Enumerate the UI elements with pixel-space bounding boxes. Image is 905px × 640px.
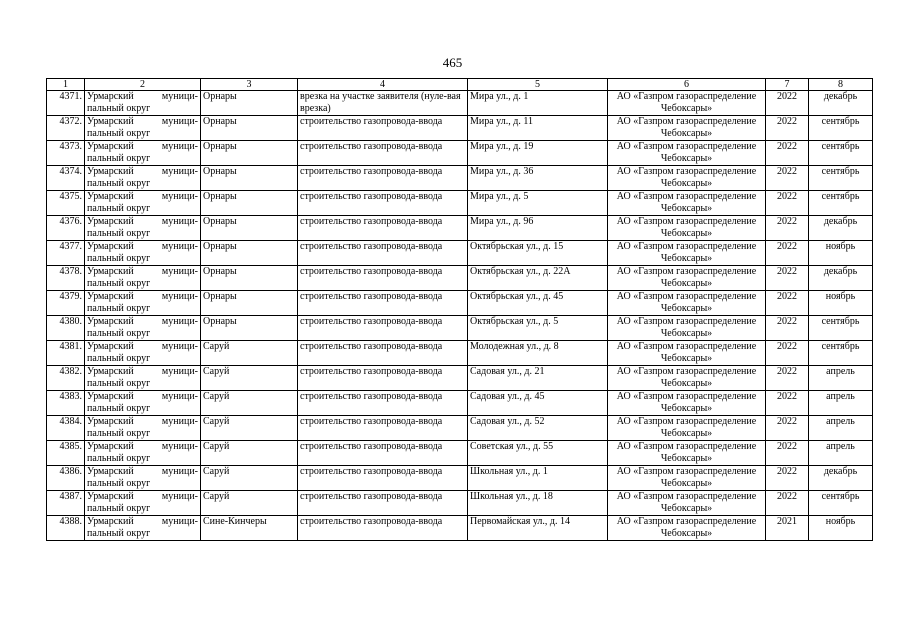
address-cell: Мира ул., д. 19 <box>468 141 608 166</box>
row-number: 4371. <box>47 91 85 116</box>
organization-cell: АО «Газпром газораспределение Чебоксары» <box>608 491 766 516</box>
organization-cell: АО «Газпром газораспределение Чебоксары» <box>608 216 766 241</box>
year-cell: 2022 <box>766 91 809 116</box>
work-type-cell: строительство газопровода-ввода <box>298 466 468 491</box>
column-header: 2 <box>85 79 201 91</box>
year-cell: 2022 <box>766 391 809 416</box>
district-cell: Урмарский муници-пальный округ <box>85 191 201 216</box>
address-cell: Советская ул., д. 55 <box>468 441 608 466</box>
district-cell: Урмарский муници-пальный округ <box>85 366 201 391</box>
organization-cell: АО «Газпром газораспределение Чебоксары» <box>608 191 766 216</box>
row-number: 4379. <box>47 291 85 316</box>
work-type-cell: строительство газопровода-ввода <box>298 166 468 191</box>
column-header: 5 <box>468 79 608 91</box>
settlement-cell: Саруй <box>201 466 298 491</box>
settlement-cell: Орнары <box>201 291 298 316</box>
settlement-cell: Саруй <box>201 491 298 516</box>
organization-cell: АО «Газпром газораспределение Чебоксары» <box>608 441 766 466</box>
row-number: 4380. <box>47 316 85 341</box>
work-type-cell: строительство газопровода-ввода <box>298 316 468 341</box>
settlement-cell: Орнары <box>201 241 298 266</box>
address-cell: Октябрьская ул., д. 5 <box>468 316 608 341</box>
table-row <box>47 341 873 366</box>
month-cell: апрель <box>809 366 873 391</box>
district-cell: Урмарский муници-пальный округ <box>85 116 201 141</box>
address-cell: Октябрьская ул., д. 45 <box>468 291 608 316</box>
row-number: 4375. <box>47 191 85 216</box>
row-number: 4374. <box>47 166 85 191</box>
district-cell: Урмарский муници-пальный округ <box>85 491 201 516</box>
row-number: 4376. <box>47 216 85 241</box>
work-type-cell: строительство газопровода-ввода <box>298 516 468 541</box>
year-cell: 2022 <box>766 341 809 366</box>
table-row <box>47 366 873 391</box>
page-number: 465 <box>442 55 463 70</box>
year-cell: 2022 <box>766 466 809 491</box>
month-cell: декабрь <box>809 216 873 241</box>
year-cell: 2022 <box>766 491 809 516</box>
district-cell: Урмарский муници-пальный округ <box>85 216 201 241</box>
settlement-cell: Орнары <box>201 316 298 341</box>
column-header: 7 <box>766 79 809 91</box>
settlement-cell: Саруй <box>201 391 298 416</box>
month-cell: сентябрь <box>809 316 873 341</box>
organization-cell: АО «Газпром газораспределение Чебоксары» <box>608 166 766 191</box>
month-cell: апрель <box>809 441 873 466</box>
settlement-cell: Орнары <box>201 141 298 166</box>
row-number: 4377. <box>47 241 85 266</box>
row-number: 4373. <box>47 141 85 166</box>
month-cell: апрель <box>809 416 873 441</box>
address-cell: Садовая ул., д. 21 <box>468 366 608 391</box>
table-row <box>47 141 873 166</box>
column-header: 6 <box>608 79 766 91</box>
work-type-cell: строительство газопровода-ввода <box>298 191 468 216</box>
table-row <box>47 466 873 491</box>
organization-cell: АО «Газпром газораспределение Чебоксары» <box>608 291 766 316</box>
settlement-cell: Орнары <box>201 166 298 191</box>
district-cell: Урмарский муници-пальный округ <box>85 266 201 291</box>
column-header: 3 <box>201 79 298 91</box>
table-row <box>47 291 873 316</box>
table-row <box>47 91 873 116</box>
table-body <box>47 91 873 541</box>
year-cell: 2022 <box>766 216 809 241</box>
year-cell: 2021 <box>766 516 809 541</box>
table-row <box>47 416 873 441</box>
work-type-cell: строительство газопровода-ввода <box>298 391 468 416</box>
header-row <box>47 79 873 91</box>
year-cell: 2022 <box>766 291 809 316</box>
row-number: 4383. <box>47 391 85 416</box>
table-row <box>47 316 873 341</box>
organization-cell: АО «Газпром газораспределение Чебоксары» <box>608 391 766 416</box>
month-cell: сентябрь <box>809 166 873 191</box>
month-cell: ноябрь <box>809 291 873 316</box>
settlement-cell: Орнары <box>201 91 298 116</box>
address-cell: Октябрьская ул., д. 15 <box>468 241 608 266</box>
month-cell: сентябрь <box>809 491 873 516</box>
work-type-cell: строительство газопровода-ввода <box>298 291 468 316</box>
table-row <box>47 441 873 466</box>
table-row <box>47 216 873 241</box>
year-cell: 2022 <box>766 166 809 191</box>
work-type-cell: строительство газопровода-ввода <box>298 241 468 266</box>
month-cell: сентябрь <box>809 141 873 166</box>
month-cell: ноябрь <box>809 516 873 541</box>
work-type-cell: строительство газопровода-ввода <box>298 366 468 391</box>
district-cell: Урмарский муници-пальный округ <box>85 291 201 316</box>
organization-cell: АО «Газпром газораспределение Чебоксары» <box>608 366 766 391</box>
month-cell: декабрь <box>809 266 873 291</box>
work-type-cell: строительство газопровода-ввода <box>298 266 468 291</box>
row-number: 4385. <box>47 441 85 466</box>
settlement-cell: Саруй <box>201 416 298 441</box>
organization-cell: АО «Газпром газораспределение Чебоксары» <box>608 516 766 541</box>
district-cell: Урмарский муници-пальный округ <box>85 241 201 266</box>
district-cell: Урмарский муници-пальный округ <box>85 516 201 541</box>
month-cell: сентябрь <box>809 116 873 141</box>
address-cell: Школьная ул., д. 18 <box>468 491 608 516</box>
settlement-cell: Саруй <box>201 366 298 391</box>
settlement-cell: Орнары <box>201 191 298 216</box>
address-cell: Мира ул., д. 1 <box>468 91 608 116</box>
row-number: 4378. <box>47 266 85 291</box>
settlement-cell: Орнары <box>201 216 298 241</box>
table-row <box>47 241 873 266</box>
district-cell: Урмарский муници-пальный округ <box>85 416 201 441</box>
table-row <box>47 516 873 541</box>
table-header <box>47 79 873 91</box>
work-type-cell: строительство газопровода-ввода <box>298 216 468 241</box>
year-cell: 2022 <box>766 441 809 466</box>
organization-cell: АО «Газпром газораспределение Чебоксары» <box>608 266 766 291</box>
work-type-cell: строительство газопровода-ввода <box>298 491 468 516</box>
district-cell: Урмарский муници-пальный округ <box>85 141 201 166</box>
address-cell: Молодежная ул., д. 8 <box>468 341 608 366</box>
district-cell: Урмарский муници-пальный округ <box>85 166 201 191</box>
table-row <box>47 491 873 516</box>
table-row <box>47 191 873 216</box>
table-row <box>47 391 873 416</box>
year-cell: 2022 <box>766 316 809 341</box>
year-cell: 2022 <box>766 191 809 216</box>
address-cell: Мира ул., д. 5 <box>468 191 608 216</box>
address-cell: Школьная ул., д. 1 <box>468 466 608 491</box>
month-cell: декабрь <box>809 466 873 491</box>
column-header: 1 <box>47 79 85 91</box>
address-cell: Садовая ул., д. 52 <box>468 416 608 441</box>
table-row <box>47 116 873 141</box>
work-type-cell: врезка на участке заявителя (нуле-вая врезка) <box>298 91 468 116</box>
district-cell: Урмарский муници-пальный округ <box>85 391 201 416</box>
year-cell: 2022 <box>766 416 809 441</box>
organization-cell: АО «Газпром газораспределение Чебоксары» <box>608 141 766 166</box>
work-type-cell: строительство газопровода-ввода <box>298 141 468 166</box>
settlement-cell: Саруй <box>201 441 298 466</box>
settlement-cell: Саруй <box>201 341 298 366</box>
district-cell: Урмарский муници-пальный округ <box>85 341 201 366</box>
organization-cell: АО «Газпром газораспределение Чебоксары» <box>608 316 766 341</box>
organization-cell: АО «Газпром газораспределение Чебоксары» <box>608 91 766 116</box>
address-cell: Мира ул., д. 36 <box>468 166 608 191</box>
month-cell: декабрь <box>809 91 873 116</box>
work-type-cell: строительство газопровода-ввода <box>298 441 468 466</box>
work-type-cell: строительство газопровода-ввода <box>298 116 468 141</box>
table-row <box>47 266 873 291</box>
settlement-cell: Орнары <box>201 116 298 141</box>
address-cell: Октябрьская ул., д. 22А <box>468 266 608 291</box>
work-type-cell: строительство газопровода-ввода <box>298 416 468 441</box>
organization-cell: АО «Газпром газораспределение Чебоксары» <box>608 341 766 366</box>
organization-cell: АО «Газпром газораспределение Чебоксары» <box>608 116 766 141</box>
row-number: 4372. <box>47 116 85 141</box>
settlement-cell: Сине-Кинчеры <box>201 516 298 541</box>
district-cell: Урмарский муници-пальный округ <box>85 91 201 116</box>
district-cell: Урмарский муници-пальный округ <box>85 441 201 466</box>
address-cell: Первомайская ул., д. 14 <box>468 516 608 541</box>
row-number: 4381. <box>47 341 85 366</box>
row-number: 4387. <box>47 491 85 516</box>
year-cell: 2022 <box>766 266 809 291</box>
row-number: 4388. <box>47 516 85 541</box>
district-cell: Урмарский муници-пальный округ <box>85 466 201 491</box>
organization-cell: АО «Газпром газораспределение Чебоксары» <box>608 466 766 491</box>
address-cell: Мира ул., д. 11 <box>468 116 608 141</box>
month-cell: сентябрь <box>809 191 873 216</box>
row-number: 4386. <box>47 466 85 491</box>
row-number: 4382. <box>47 366 85 391</box>
year-cell: 2022 <box>766 241 809 266</box>
gasification-table <box>46 78 873 541</box>
district-cell: Урмарский муници-пальный округ <box>85 316 201 341</box>
column-header: 4 <box>298 79 468 91</box>
year-cell: 2022 <box>766 366 809 391</box>
settlement-cell: Орнары <box>201 266 298 291</box>
month-cell: сентябрь <box>809 341 873 366</box>
address-cell: Садовая ул., д. 45 <box>468 391 608 416</box>
organization-cell: АО «Газпром газораспределение Чебоксары» <box>608 241 766 266</box>
organization-cell: АО «Газпром газораспределение Чебоксары» <box>608 416 766 441</box>
work-type-cell: строительство газопровода-ввода <box>298 341 468 366</box>
column-header: 8 <box>809 79 873 91</box>
year-cell: 2022 <box>766 116 809 141</box>
row-number: 4384. <box>47 416 85 441</box>
table-row <box>47 166 873 191</box>
month-cell: апрель <box>809 391 873 416</box>
year-cell: 2022 <box>766 141 809 166</box>
address-cell: Мира ул., д. 96 <box>468 216 608 241</box>
month-cell: ноябрь <box>809 241 873 266</box>
